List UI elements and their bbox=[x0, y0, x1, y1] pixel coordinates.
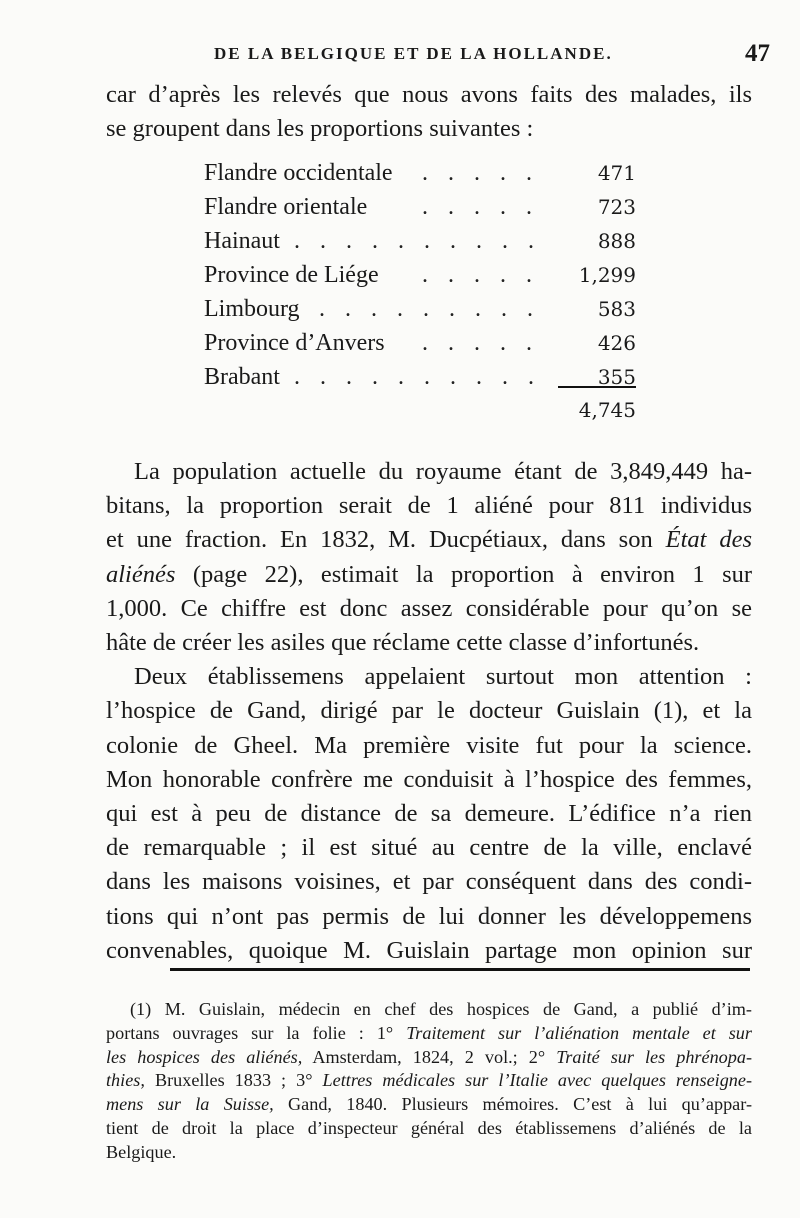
text-span: Bruxelles 1833 ; 3° bbox=[154, 1070, 313, 1091]
footnote-line: Belgique. bbox=[106, 1141, 177, 1162]
italic-title: État des bbox=[665, 526, 753, 554]
text-span: Gand, 1840. Plusieurs mémoires. C’est à lui qu’appar- bbox=[288, 1094, 753, 1115]
province-name: Brabant bbox=[204, 364, 280, 390]
footnote-line bbox=[106, 1069, 752, 1093]
table-row bbox=[204, 361, 636, 395]
text-span: (page 22), estimait la proportion à environ 1 sur bbox=[192, 560, 753, 588]
leader-dots: . . . . . . . . . . bbox=[294, 364, 541, 390]
text-span: portans ouvrages sur la folie : 1° bbox=[106, 1022, 394, 1043]
leader-dots: . . . . . bbox=[422, 330, 539, 356]
sum-rule bbox=[558, 386, 636, 388]
running-title: DE LA BELGIQUE ET DE LA HOLLANDE. bbox=[214, 44, 613, 63]
province-name: Province d’Anvers bbox=[204, 330, 385, 356]
text-line: 1,000. Ce chiffre est donc assez considérable pour qu’on se bbox=[106, 594, 752, 622]
province-name: Province de Liége bbox=[204, 262, 379, 288]
text-line: tions qui n’ont pas permis de lui donner les développemens bbox=[106, 902, 752, 930]
italic-title: Traitement sur l’aliénation mentale et sur bbox=[406, 1022, 752, 1043]
text-line: se groupent dans les proportions suivantes : bbox=[106, 115, 534, 142]
italic-title: thies, bbox=[106, 1070, 145, 1091]
text-line: convenables, quoique M. Guislain partage mon opinion sur bbox=[106, 936, 752, 964]
leader-dots: . . . . . bbox=[422, 194, 539, 220]
footnote-line bbox=[106, 1046, 752, 1070]
province-name: Limbourg bbox=[204, 296, 300, 322]
text-line bbox=[106, 558, 752, 592]
table-row bbox=[204, 157, 636, 191]
table-row bbox=[204, 327, 636, 361]
footnote-line bbox=[106, 1093, 752, 1117]
province-value: 471 bbox=[597, 161, 636, 185]
province-name: Hainaut bbox=[204, 228, 280, 254]
text-line: l’hospice de Gand, dirigé par le docteur Guislain (1), et la bbox=[106, 697, 752, 725]
text-line bbox=[106, 523, 752, 557]
footnote-line bbox=[106, 1022, 752, 1046]
text-line: Mon honorable confrère me conduisit à l’hospice des femmes, bbox=[106, 765, 752, 793]
text-span: Amsterdam, 1824, 2 vol.; 2° bbox=[312, 1046, 546, 1067]
main-text bbox=[106, 455, 752, 968]
province-value: 1,299 bbox=[578, 263, 636, 287]
italic-title: Lettres médicales sur l’Italie avec quelques renseigne- bbox=[322, 1070, 753, 1091]
province-name: Flandre orientale bbox=[204, 194, 368, 220]
intro-paragraph bbox=[106, 78, 752, 146]
text-line: de remarquable ; il est situé au centre de la ville, enclavé bbox=[106, 834, 752, 862]
text-line: hâte de créer les asiles que réclame cette classe d’infortunés. bbox=[106, 629, 700, 657]
province-value: 426 bbox=[597, 331, 636, 355]
leader-dots: . . . . . bbox=[422, 160, 539, 186]
page-number: 47 bbox=[745, 40, 770, 67]
footnote-line: tient de droit la place d’inspecteur général des établissemens d’aliénés de la bbox=[106, 1117, 752, 1138]
table-total: 4,745 bbox=[578, 398, 636, 422]
text-line: qui est à peu de distance de sa demeure. L’édifice n’a rien bbox=[106, 800, 752, 828]
table-row bbox=[204, 225, 636, 259]
leader-dots: . . . . . . . . . . bbox=[294, 228, 541, 254]
table-row bbox=[204, 259, 636, 293]
province-name: Flandre occidentale bbox=[204, 160, 393, 186]
province-value: 723 bbox=[597, 195, 636, 219]
text-line: dans les maisons voisines, et par conséquent dans des condi- bbox=[106, 868, 752, 896]
text-line: car d’après les relevés que nous avons faits des malades, ils bbox=[106, 81, 752, 108]
province-table bbox=[204, 157, 636, 395]
text-line: Deux établissemens appelaient surtout mon attention : bbox=[134, 663, 752, 691]
italic-title: Traité sur les phrénopa- bbox=[556, 1046, 753, 1067]
province-value: 888 bbox=[597, 229, 636, 253]
footnote bbox=[106, 998, 752, 1165]
table-row bbox=[204, 191, 636, 225]
leader-dots: . . . . . . . . . bbox=[319, 296, 540, 322]
italic-title: mens sur la Suisse, bbox=[106, 1094, 274, 1115]
text-line: bitans, la proportion serait de 1 aliéné pour 811 individus bbox=[106, 492, 752, 520]
text-span: et une fraction. En 1832, M. Ducpétiaux, dans son bbox=[106, 526, 653, 554]
province-value: 583 bbox=[597, 297, 636, 321]
leader-dots: . . . . . bbox=[422, 262, 539, 288]
text-line: La population actuelle du royaume étant de 3,849,449 ha- bbox=[134, 458, 752, 485]
running-header bbox=[214, 40, 770, 70]
italic-title: les hospices des aliénés, bbox=[106, 1046, 303, 1067]
footnote-rule bbox=[170, 968, 750, 971]
footnote-line: (1) M. Guislain, médecin en chef des hospices de Gand, a publié d’im- bbox=[130, 999, 752, 1019]
italic-title: aliénés bbox=[106, 560, 176, 588]
text-line: colonie de Gheel. Ma première visite fut pour la science. bbox=[106, 731, 752, 759]
province-value: 355 bbox=[597, 365, 636, 389]
table-row bbox=[204, 293, 636, 327]
